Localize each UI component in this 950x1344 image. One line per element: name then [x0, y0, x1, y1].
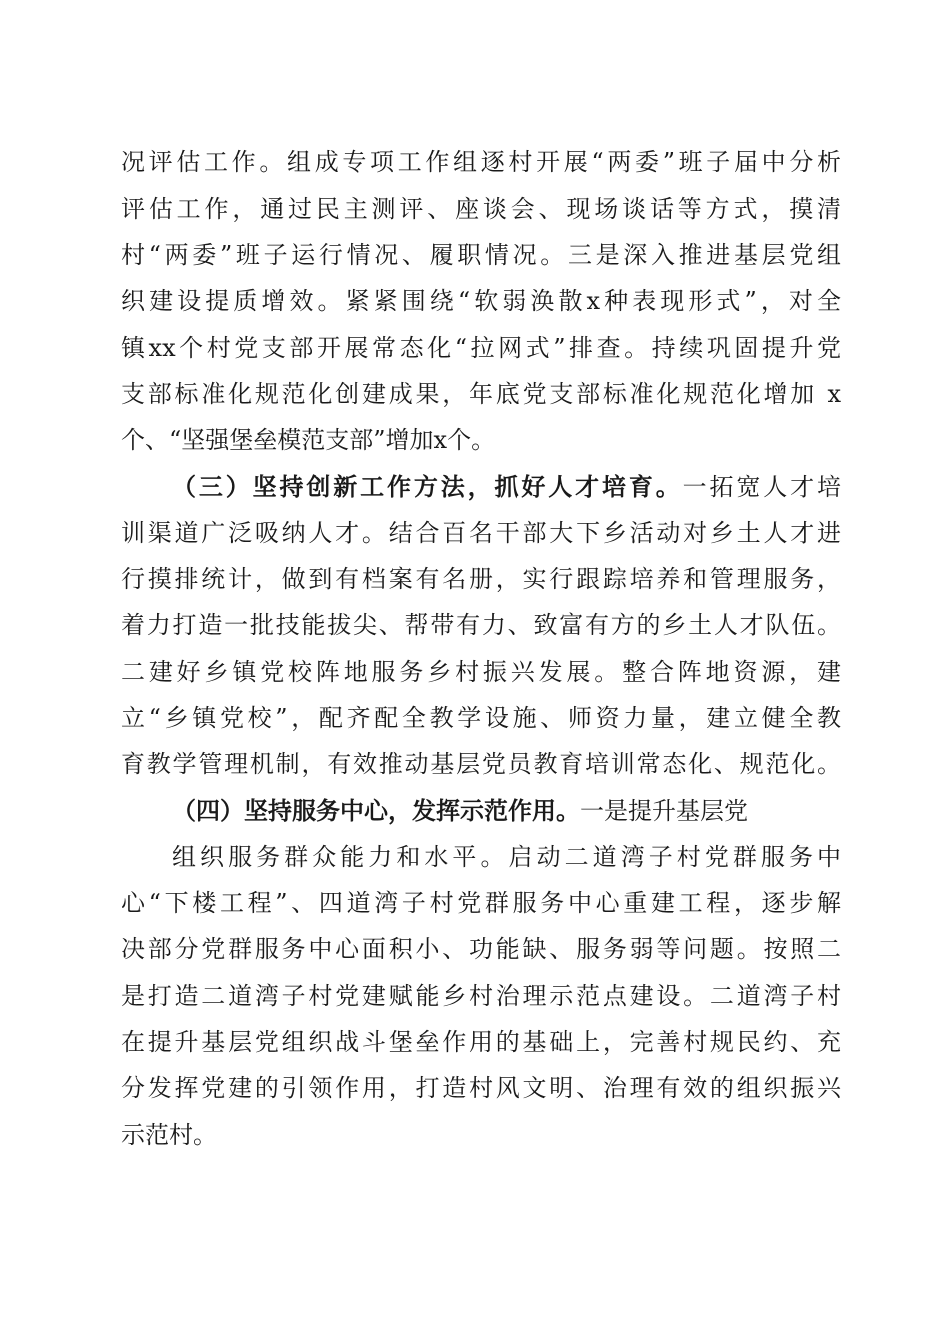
paragraph-line: 组织服务群众能力和水平。启动二道湾子村党群服务中: [172, 843, 841, 871]
section-3-text: 一拓宽人才培: [682, 473, 841, 501]
paragraph-line: 心“下楼工程”、四道湾子村党群服务中心重建工程，逐步解: [121, 889, 841, 917]
paragraph-line: 决部分党群服务中心面积小、功能缺、服务弱等问题。按照二: [121, 935, 841, 963]
section-4-first-line: [172, 796, 792, 826]
section-4-text: 一是提升基层党: [580, 797, 748, 825]
paragraph-line: 行摸排统计，做到有档案有名册，实行跟踪培养和管理服务，: [121, 565, 841, 593]
paragraph-line: 个、“坚强堡垒模范支部”增加x个。: [121, 426, 496, 454]
paragraph-line: 育教学管理机制，有效推动基层党员教育培训常态化、规范化。: [121, 750, 841, 778]
paragraph-line: 支部标准化规范化创建成果，年底党支部标准化规范化增加 x: [121, 380, 841, 408]
paragraph-line: 镇xx个村党支部开展常态化“拉网式”排查。持续巩固提升党: [121, 334, 841, 362]
paragraph-line: 示范村。: [121, 1121, 217, 1149]
paragraph-line: 村“两委”班子运行情况、履职情况。三是深入推进基层党组: [121, 241, 841, 269]
paragraph-line: 在提升基层党组织战斗堡垒作用的基础上，完善村规民约、充: [121, 1028, 841, 1056]
section-3-first-line: [172, 472, 841, 502]
paragraph-line: 着力打造一批技能拔尖、帮带有力、致富有方的乡土人才队伍。: [121, 611, 841, 639]
paragraph-line: 评估工作，通过民主测评、座谈会、现场谈话等方式，摸清: [121, 195, 841, 223]
paragraph-line: 训渠道广泛吸纳人才。结合百名干部大下乡活动对乡土人才进: [121, 519, 841, 547]
paragraph-line: 况评估工作。组成专项工作组逐村开展“两委”班子届中分析: [121, 148, 841, 176]
paragraph-line: 织建设提质增效。紧紧围绕“软弱涣散x种表现形式”，对全: [121, 287, 841, 315]
paragraph-line: 二建好乡镇党校阵地服务乡村振兴发展。整合阵地资源，建: [121, 658, 841, 686]
paragraph-line: 立“乡镇党校”，配齐配全教学设施、师资力量，建立健全教: [121, 704, 841, 732]
paragraph-line: 分发挥党建的引领作用，打造村风文明、治理有效的组织振兴: [121, 1074, 841, 1102]
section-4-heading: （四）坚持服务中心，发挥示范作用。: [172, 796, 580, 825]
paragraph-line: 是打造二道湾子村党建赋能乡村治理示范点建设。二道湾子村: [121, 982, 841, 1010]
section-3-heading: （三）坚持创新工作方法，抓好人才培育。: [172, 472, 683, 501]
